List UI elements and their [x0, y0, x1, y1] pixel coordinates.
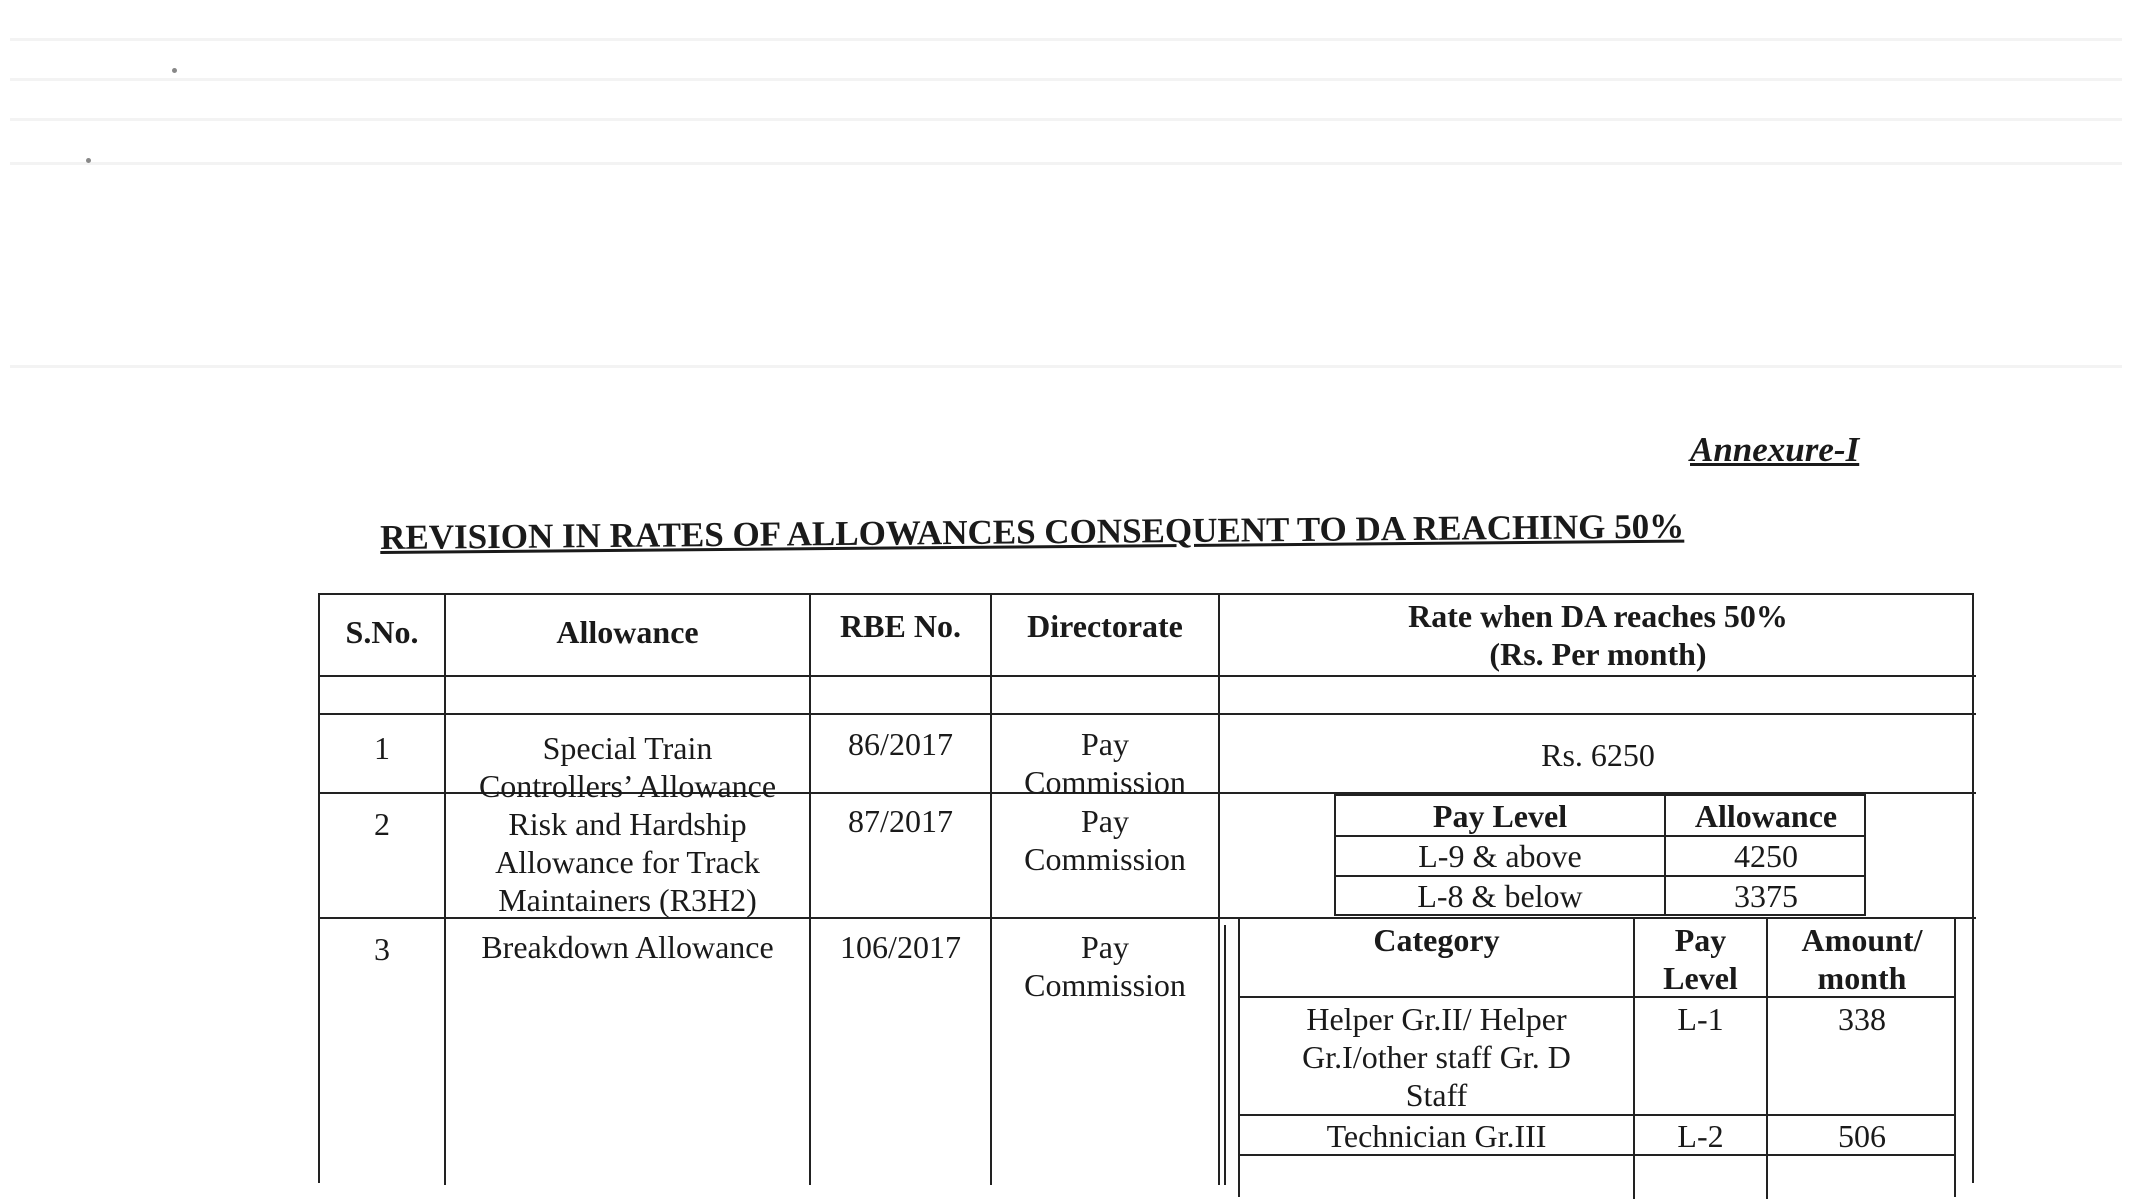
allowance-table [318, 593, 1974, 1183]
bleed-through-line [10, 365, 2122, 368]
subtable-row-divider [1240, 1114, 1956, 1116]
row-divider [320, 675, 1976, 677]
subtable-header-amount-line1: Amount/ [1801, 922, 1923, 958]
subtable-allowance-value: 3375 [1734, 878, 1798, 914]
row1-allowance-line2: Controllers’ Allowance [478, 768, 777, 804]
subtable-category-line3: Staff [1405, 1077, 1468, 1113]
row1-rate: Rs. 6250 [1541, 737, 1655, 773]
scan-speck [86, 158, 91, 163]
row3-sno: 3 [374, 931, 390, 967]
row1-directorate-line1: Pay [1081, 726, 1129, 762]
row2-directorate-line2: Commission [1024, 841, 1186, 877]
subtable-category-line2: Gr.I/other staff Gr. D [1302, 1039, 1571, 1075]
row3-directorate-line2: Commission [1024, 967, 1186, 1003]
subtable-header-pay-level-line2: Level [1663, 960, 1738, 996]
scan-speck [172, 68, 177, 73]
row2-allowance-line1: Risk and Hardship [508, 806, 747, 842]
pay-level-subtable [1334, 794, 1866, 916]
subtable-pay-level: L-8 & below [1417, 878, 1583, 914]
subtable-category [1240, 1000, 1633, 1114]
header-sno: S.No. [345, 614, 419, 650]
subtable-amount: 338 [1838, 1001, 1886, 1037]
col-divider [990, 595, 992, 1185]
row1-rbe: 86/2017 [848, 726, 953, 762]
row1-sno: 1 [374, 730, 390, 766]
row2-allowance-line2: Allowance for Track [495, 844, 760, 880]
header-rate-line1: Rate when DA reaches 50% [1408, 598, 1788, 634]
row1-directorate [992, 725, 1218, 801]
row2-directorate-line1: Pay [1081, 803, 1129, 839]
subtable-header-amount [1768, 921, 1956, 997]
row3-rbe: 106/2017 [840, 929, 961, 965]
row3-allowance: Breakdown Allowance [481, 929, 774, 965]
row2-directorate [992, 802, 1218, 878]
subtable-header-pay-level: Pay Level [1432, 798, 1568, 834]
annexure-label: Annexure-I [1690, 430, 1860, 469]
col-divider [809, 595, 811, 1185]
col-divider [1224, 925, 1226, 1185]
subtable-pay-level: L-9 & above [1418, 838, 1582, 874]
subtable-pay-level: L-1 [1677, 1001, 1724, 1037]
subtable-category: Technician Gr.III [1326, 1118, 1547, 1154]
row2-allowance [446, 805, 809, 919]
row1-directorate-line2: Commission [1024, 764, 1186, 800]
document-title: REVISION IN RATES OF ALLOWANCES CONSEQUENT TO DA REACHING 50% [380, 506, 1685, 557]
col-divider [1218, 595, 1220, 1185]
row3-directorate-line1: Pay [1081, 929, 1129, 965]
row3-directorate [992, 928, 1218, 1004]
subtable-header-pay-level [1635, 921, 1766, 997]
subtable-header-allowance: Allowance [1694, 798, 1838, 834]
row2-allowance-line3: Maintainers (R3H2) [498, 882, 757, 918]
subtable-pay-level: L-2 [1677, 1118, 1724, 1154]
subtable-category-line1: Helper Gr.II/ Helper [1306, 1001, 1567, 1037]
header-allowance: Allowance [556, 614, 699, 650]
header-directorate: Directorate [1027, 608, 1183, 644]
bleed-through-line [10, 118, 2122, 121]
subtable-amount: 506 [1838, 1118, 1886, 1154]
row-divider [320, 713, 1976, 715]
row1-allowance [446, 729, 809, 805]
subtable-header-pay-level-line1: Pay [1674, 922, 1727, 958]
header-rate-line2: (Rs. Per month) [1489, 636, 1707, 672]
bleed-through-line [10, 38, 2122, 41]
subtable-header-category: Category [1373, 922, 1500, 958]
bleed-through-line [10, 78, 2122, 81]
category-subtable [1238, 917, 1956, 1197]
header-rate [1220, 597, 1976, 673]
row2-rbe: 87/2017 [848, 803, 953, 839]
row1-allowance-line1: Special Train [542, 730, 713, 766]
subtable-header-amount-line2: month [1817, 960, 1907, 996]
bleed-through-line [10, 162, 2122, 165]
row2-sno: 2 [374, 806, 390, 842]
header-rbe-no: RBE No. [840, 608, 961, 644]
subtable-allowance-value: 4250 [1734, 838, 1798, 874]
